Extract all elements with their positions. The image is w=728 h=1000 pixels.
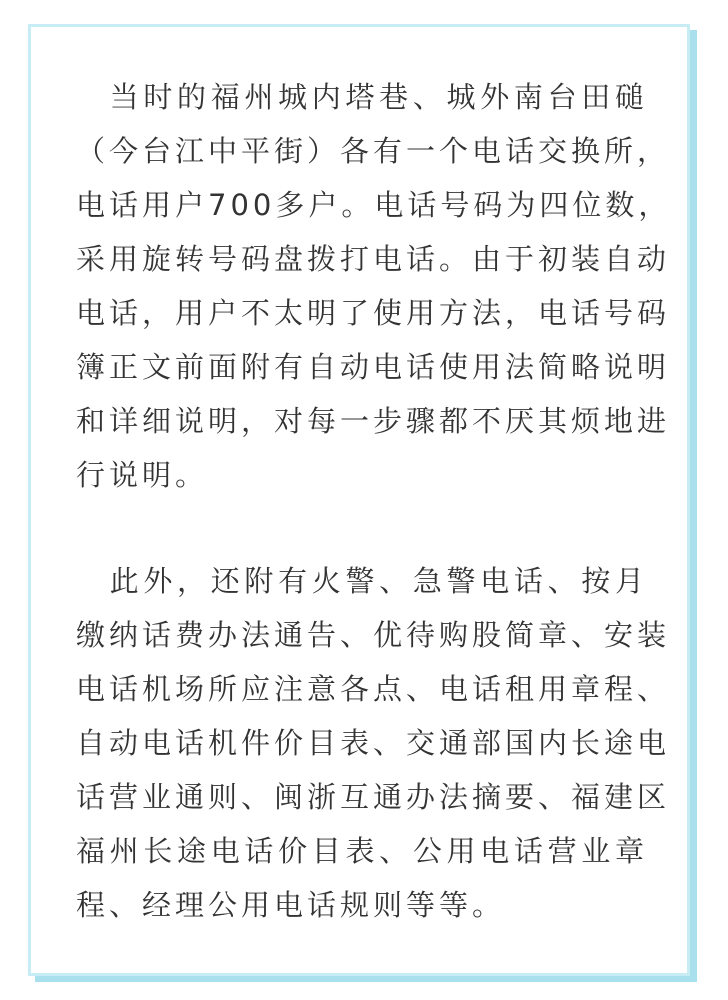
article-card [28,24,690,976]
paragraph-2-line: 缴纳话费办法通告、优待购股简章、安装 [76,618,671,652]
paragraph-2 [76,554,671,932]
paragraph-1-line: 采用旋转号码盘拨打电话。由于初装自动 [76,242,671,276]
paragraph-2-line: 话营业通则、闽浙互通办法摘要、福建区 [76,780,671,814]
paragraph-1-line: 簿正文前面附有自动电话使用法简略说明 [76,350,671,384]
paragraph-2-line: 此外，还附有火警、急警电话、按月 [76,564,648,598]
paragraph-1-line: 行说明。 [76,458,209,492]
paragraph-1-line: （今台江中平街）各有一个电话交换所， [76,134,671,168]
paragraph-1-line: 当时的福州城内塔巷、城外南台田磓 [76,80,648,114]
paragraph-2-line: 程、经理公用电话规则等等。 [76,888,506,922]
paragraph-2-line: 福州长途电话价目表、公用电话营业章 [76,834,648,868]
paragraph-1-line: 电话，用户不太明了使用方法，电话号码 [76,296,671,330]
paragraph-2-line: 电话机场所应注意各点、电话租用章程、 [76,672,671,706]
paragraph-1-line: 和详细说明，对每一步骤都不厌其烦地进 [76,404,671,438]
paragraph-1 [76,70,672,502]
paragraph-2-line: 自动电话机件价目表、交通部国内长途电 [76,726,671,760]
paragraph-1-line: 电话用户700多户。电话号码为四位数， [76,188,672,222]
